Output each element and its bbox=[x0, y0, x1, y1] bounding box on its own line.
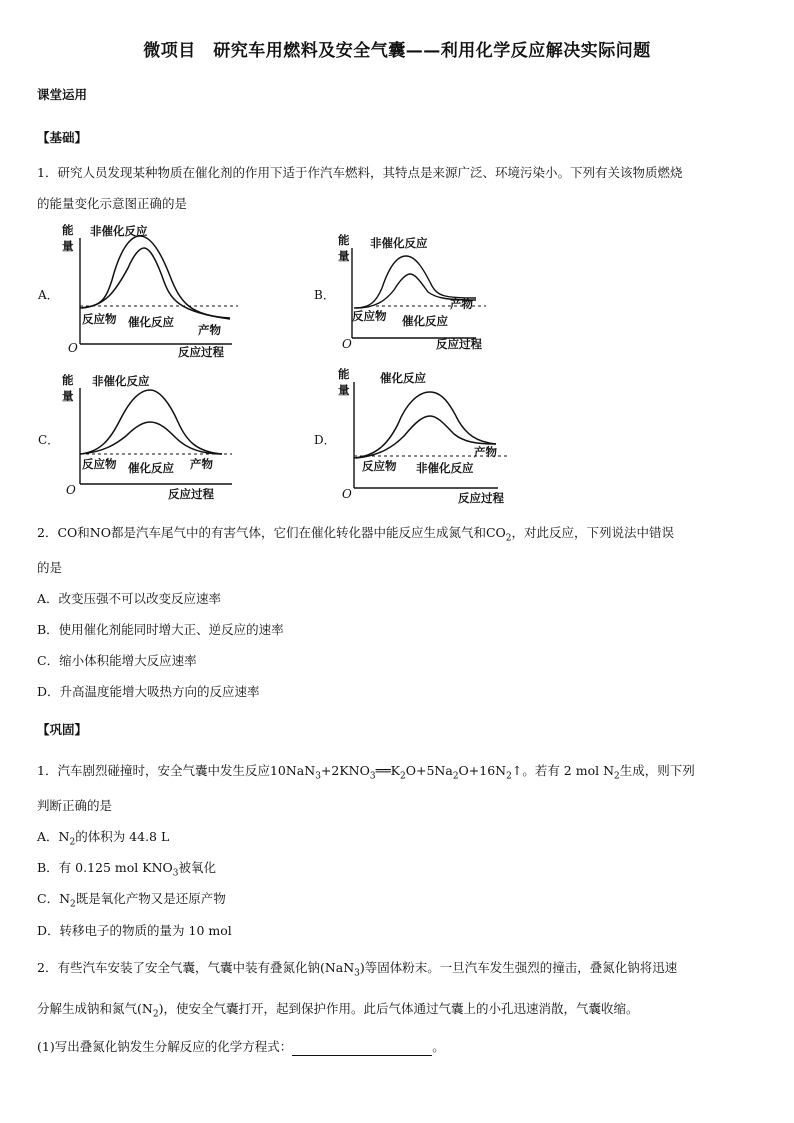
q4-sub-1: 3 bbox=[354, 968, 360, 979]
y-axis-label-1: 能 bbox=[338, 233, 350, 247]
q3-option-b bbox=[37, 859, 216, 883]
page-title: 微项目 研究车用燃料及安全气囊——利用化学反应解决实际问题 bbox=[143, 41, 651, 61]
q2-text-1-end: ，对此反应，下列说法中错误 bbox=[511, 525, 675, 540]
q4-part1-text: (1)写出叠氮化钠发生分解反应的化学方程式： bbox=[37, 1039, 293, 1054]
q3-sub-5: 2 bbox=[506, 771, 512, 782]
top-curve-label: 催化反应 bbox=[380, 371, 426, 385]
q3-text-e: O+16N bbox=[458, 763, 507, 778]
q2-option-b: B．使用催化剂能同时增大正、逆反应的速率 bbox=[37, 622, 284, 637]
q2-line2: 的是 bbox=[37, 560, 63, 575]
q2-option-c: C．缩小体积能增大反应速率 bbox=[37, 653, 197, 668]
origin-label: O bbox=[66, 483, 76, 497]
energy-diagram-c bbox=[60, 370, 260, 504]
y-axis-label-1: 能 bbox=[338, 367, 350, 381]
q1-number: 1． bbox=[37, 165, 58, 180]
q4-part1 bbox=[37, 1038, 445, 1056]
product-label: 产物 bbox=[450, 297, 473, 311]
y-axis-label-1: 能 bbox=[62, 223, 74, 237]
bottom-curve-label: 催化反应 bbox=[128, 315, 174, 329]
top-curve-label: 非催化反应 bbox=[92, 374, 150, 388]
reactant-label: 反应物 bbox=[82, 457, 117, 471]
bottom-curve-label: 非催化反应 bbox=[416, 461, 474, 475]
option-c-letter: C． bbox=[38, 433, 60, 447]
q4-text-1a: 有些汽车安装了安全气囊，气囊中装有叠氮化钠(NaN bbox=[57, 960, 355, 975]
y-axis-label-2: 量 bbox=[62, 239, 74, 253]
q3-opt-b-sub: 3 bbox=[172, 868, 179, 879]
q2-number: 2． bbox=[37, 525, 58, 540]
q4-sub-2: 2 bbox=[152, 1009, 159, 1020]
origin-label: O bbox=[342, 487, 352, 501]
q3-sub-1: 3 bbox=[315, 771, 321, 782]
q3-text-c: ══K bbox=[375, 763, 400, 778]
x-axis-label: 反应过程 bbox=[178, 345, 224, 359]
energy-diagram-a bbox=[60, 220, 260, 360]
q2-text-1: CO和NO都是汽车尾气中的有害气体，它们在催化转化器中能反应生成氮气和CO bbox=[57, 525, 506, 540]
energy-diagram-d bbox=[336, 364, 516, 506]
q3-text-a: 汽车剧烈碰撞时，安全气囊中发生反应10NaN bbox=[57, 763, 316, 778]
q3-opt-a-text: A．N bbox=[37, 829, 70, 844]
option-d-letter: D． bbox=[314, 433, 336, 447]
section-basic: 【基础】 bbox=[37, 130, 88, 145]
q4-line1 bbox=[37, 959, 677, 983]
q2-line1 bbox=[37, 524, 674, 548]
q3-sub-4: 2 bbox=[452, 771, 459, 782]
q3-option-a bbox=[37, 828, 169, 852]
top-curve-label: 非催化反应 bbox=[90, 224, 148, 238]
q3-sub-6: 2 bbox=[614, 771, 620, 782]
q3-opt-a-sub: 2 bbox=[69, 837, 76, 848]
q3-opt-c-rest: 既是氧化产物又是还原产物 bbox=[75, 891, 226, 906]
q2-sub: 2 bbox=[505, 533, 512, 544]
reactant-label: 反应物 bbox=[362, 459, 397, 473]
q4-text-1b: )等固体粉末。一旦汽车发生强烈的撞击，叠氮化钠将迅速 bbox=[359, 960, 678, 975]
y-axis-label-1: 能 bbox=[62, 373, 74, 387]
y-axis-label-2: 量 bbox=[338, 383, 350, 397]
origin-label: O bbox=[342, 337, 352, 351]
q1-line2: 的能量变化示意图正确的是 bbox=[37, 196, 188, 211]
q4-text-2a: 分解生成钠和氮气(N bbox=[37, 1001, 153, 1016]
q3-opt-a-rest: 的体积为 44.8 L bbox=[75, 829, 170, 844]
origin-label: O bbox=[68, 341, 78, 355]
x-axis-label: 反应过程 bbox=[436, 337, 482, 351]
q3-option-d: D．转移电子的物质的量为 10 mol bbox=[37, 923, 232, 938]
product-label: 产物 bbox=[198, 323, 221, 337]
q3-opt-b-rest: 被氧化 bbox=[178, 860, 217, 875]
q3-text-b: +2KNO bbox=[320, 763, 370, 778]
q4-number: 2． bbox=[37, 960, 58, 975]
bottom-curve-label: 催化反应 bbox=[128, 461, 174, 475]
q3-text-f: ↑。若有 2 mol N bbox=[511, 763, 615, 778]
q2-option-d: D．升高温度能增大吸热方向的反应速率 bbox=[37, 684, 260, 699]
q3-sub-3: 2 bbox=[400, 771, 406, 782]
q4-line2 bbox=[37, 1000, 638, 1024]
q3-opt-b-text: B．有 0.125 mol KNO bbox=[37, 860, 173, 875]
q3-text-g: 生成，则下列 bbox=[619, 763, 695, 778]
section-practice: 课堂运用 bbox=[37, 87, 88, 102]
option-b-letter: B． bbox=[314, 288, 335, 302]
q2-option-a: A．改变压强不可以改变反应速率 bbox=[37, 591, 222, 606]
bottom-curve-label: 催化反应 bbox=[402, 314, 448, 328]
x-axis-label: 反应过程 bbox=[168, 487, 214, 501]
y-axis-label-2: 量 bbox=[62, 389, 74, 403]
q3-text-d: O+5Na bbox=[405, 763, 453, 778]
q1-text-1: 研究人员发现某种物质在催化剂的作用下适于作汽车燃料，其特点是来源广泛、环境污染小。下列有关该物质燃烧 bbox=[57, 165, 683, 180]
q4-part1-end: 。 bbox=[432, 1039, 445, 1054]
top-curve-label: 非催化反应 bbox=[370, 236, 428, 250]
q3-sub-2: 3 bbox=[369, 771, 376, 782]
answer-blank[interactable] bbox=[292, 1042, 432, 1056]
y-axis-label-2: 量 bbox=[338, 249, 350, 263]
product-label: 产物 bbox=[474, 445, 497, 459]
q3-option-c bbox=[37, 890, 226, 914]
product-label: 产物 bbox=[190, 457, 213, 471]
energy-diagram-b bbox=[336, 230, 496, 354]
option-a-letter: A． bbox=[38, 288, 59, 302]
q3-opt-c-sub: 2 bbox=[70, 899, 76, 910]
q4-text-2b: )，使安全气囊打开，起到保护作用。此后气体通过气囊上的小孔迅速消散，气囊收缩。 bbox=[158, 1001, 639, 1016]
q1-line1 bbox=[37, 164, 682, 182]
x-axis-label: 反应过程 bbox=[458, 491, 504, 505]
q3-line2: 判断正确的是 bbox=[37, 798, 113, 813]
q3-opt-c-text: C．N bbox=[37, 891, 71, 906]
reactant-label: 反应物 bbox=[352, 309, 387, 323]
section-consolidate: 【巩固】 bbox=[37, 722, 88, 737]
q3-line1 bbox=[37, 762, 695, 786]
reactant-label: 反应物 bbox=[82, 312, 117, 326]
q3-number: 1． bbox=[37, 763, 58, 778]
catalyzed-curve bbox=[82, 248, 230, 319]
